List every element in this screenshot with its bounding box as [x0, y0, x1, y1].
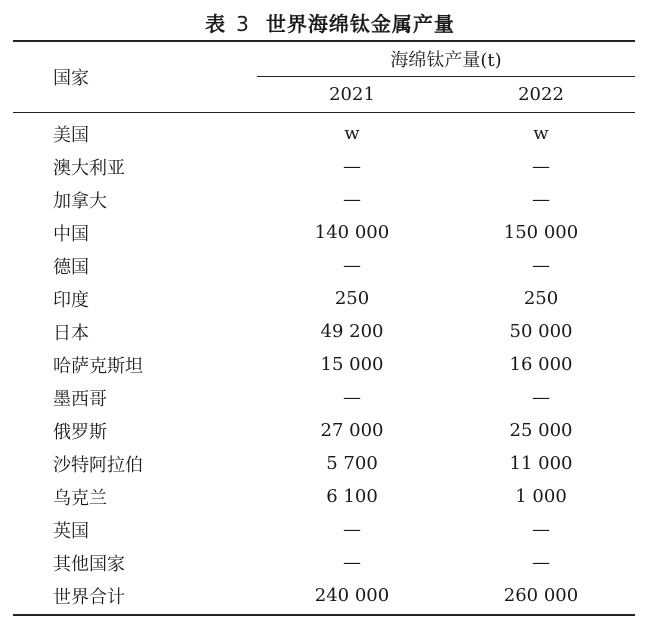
country-cell: 俄罗斯: [53, 421, 107, 443]
table-body: [13, 113, 635, 616]
country-cell: 乌克兰: [53, 487, 107, 509]
country-header: 国家: [13, 41, 257, 113]
country-cell: 墨西哥: [53, 388, 107, 410]
value-2021-cell: 49 200: [320, 321, 384, 342]
value-2022-cell: 16 000: [509, 354, 573, 375]
table-row: [13, 579, 635, 615]
table-row: [13, 348, 635, 381]
value-2021-cell: 27 000: [320, 420, 384, 441]
value-2021-cell: —: [343, 189, 361, 210]
value-2022-cell: —: [532, 552, 550, 573]
caption-label: 表: [205, 12, 227, 36]
value-2022-cell: —: [532, 519, 550, 540]
country-cell: 世界合计: [53, 586, 125, 608]
table-row: [13, 513, 635, 546]
table-row: [13, 183, 635, 216]
value-2022-cell: 50 000: [509, 321, 573, 342]
table-caption: [0, 8, 660, 37]
value-2022-cell: 150 000: [503, 222, 579, 243]
table-row: [13, 480, 635, 513]
value-2021-cell: 240 000: [314, 585, 390, 606]
value-2021-cell: —: [343, 387, 361, 408]
country-cell: 澳大利亚: [53, 157, 125, 179]
country-cell: 加拿大: [53, 190, 107, 212]
country-cell: 德国: [53, 256, 89, 278]
value-2021-cell: 6 100: [326, 486, 378, 507]
country-cell: 日本: [53, 322, 89, 344]
value-2022-cell: —: [532, 189, 550, 210]
value-2022-cell: —: [532, 255, 550, 276]
value-2022-cell: 260 000: [503, 585, 579, 606]
value-2021-cell: 5 700: [326, 453, 378, 474]
value-2022-cell: —: [532, 156, 550, 177]
caption-number: 3: [236, 12, 250, 36]
value-2021-cell: 250: [334, 288, 370, 309]
country-cell: 哈萨克斯坦: [53, 355, 143, 377]
value-2021-cell: —: [343, 156, 361, 177]
table-row: [13, 414, 635, 447]
value-2022-cell: w: [533, 123, 549, 144]
table-row: [13, 282, 635, 315]
table-row: [13, 381, 635, 414]
table-row: [13, 113, 635, 151]
caption-title: 世界海绵钛金属产量: [265, 12, 455, 36]
value-2021-cell: 140 000: [314, 222, 390, 243]
table-row: [13, 447, 635, 480]
value-2022-cell: 25 000: [509, 420, 573, 441]
year-header-2022: 2022: [447, 77, 635, 113]
table-header-row-1: [13, 41, 635, 77]
titanium-sponge-table: [13, 40, 635, 616]
value-2021-cell: —: [343, 519, 361, 540]
table-row: [13, 216, 635, 249]
value-2022-cell: 1 000: [515, 486, 567, 507]
table-row: [13, 150, 635, 183]
table-row: [13, 546, 635, 579]
value-2021-cell: —: [343, 255, 361, 276]
value-2021-cell: 15 000: [320, 354, 384, 375]
country-cell: 印度: [53, 289, 89, 311]
value-2022-cell: 11 000: [509, 453, 573, 474]
value-2021-cell: —: [343, 552, 361, 573]
production-group-header: 海绵钛产量(t): [257, 41, 635, 77]
value-2022-cell: 250: [523, 288, 559, 309]
table-row: [13, 249, 635, 282]
year-header-2021: 2021: [257, 77, 447, 113]
country-cell: 中国: [53, 223, 89, 245]
value-2022-cell: —: [532, 387, 550, 408]
country-cell: 英国: [53, 520, 89, 542]
value-2021-cell: w: [344, 123, 360, 144]
country-cell: 其他国家: [53, 553, 125, 575]
country-cell: 美国: [53, 124, 89, 146]
country-cell: 沙特阿拉伯: [53, 454, 143, 476]
table-row: [13, 315, 635, 348]
